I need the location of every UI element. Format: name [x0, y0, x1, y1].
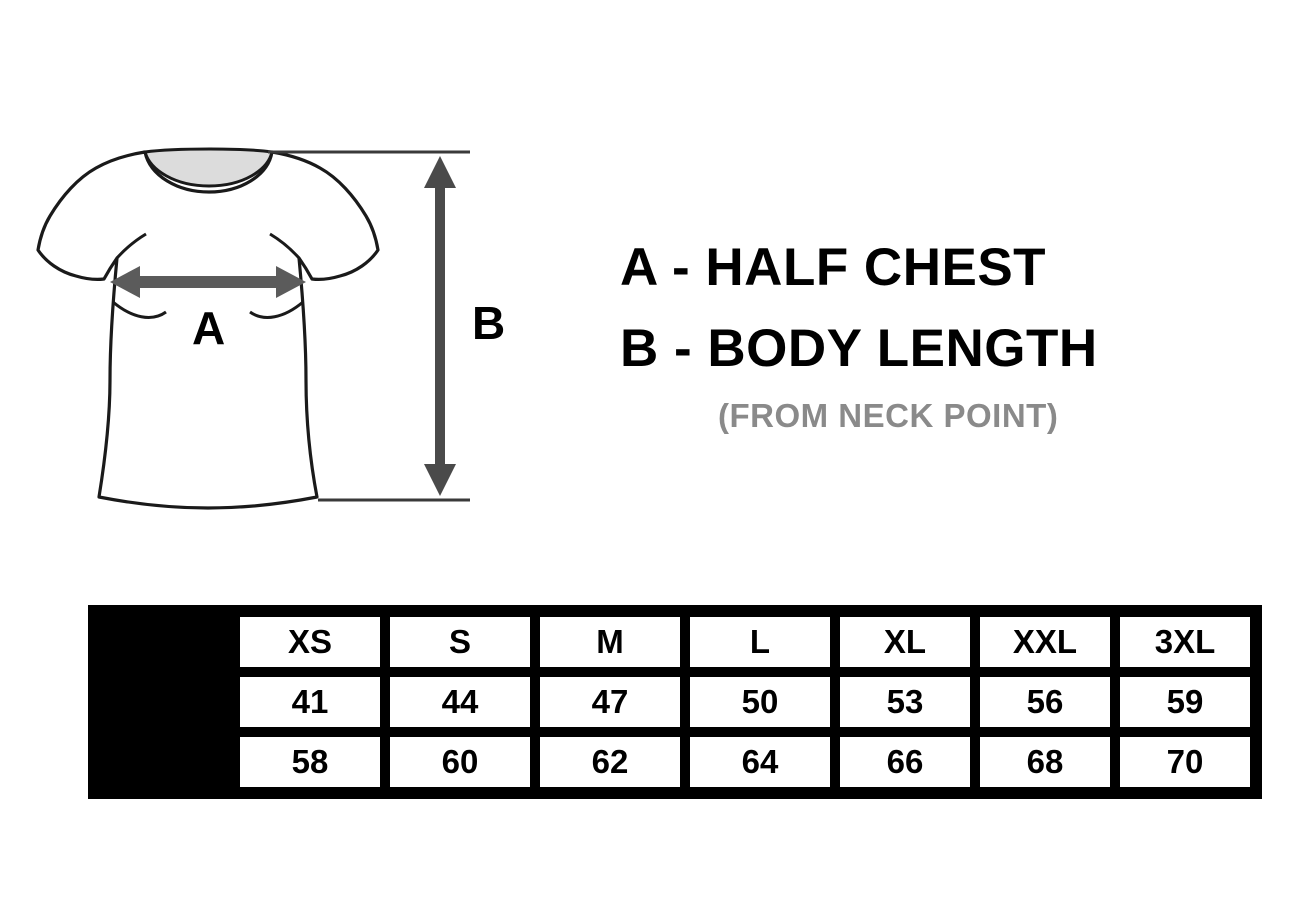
table-row — [95, 732, 1255, 792]
cell-b-xxl: 68 — [975, 732, 1115, 792]
table-row — [95, 672, 1255, 732]
cell-b-l: 64 — [685, 732, 835, 792]
legend — [620, 228, 1260, 435]
cell-b-s: 60 — [385, 732, 535, 792]
column-header-xxl: XXL — [975, 612, 1115, 672]
column-header-xs: XS — [235, 612, 385, 672]
cell-a-m: 47 — [535, 672, 685, 732]
cell-b-xl: 66 — [835, 732, 975, 792]
dimension-arrow-b — [424, 156, 456, 496]
dimension-label-a: A — [192, 302, 226, 354]
tshirt-measurement-diagram — [0, 0, 600, 580]
cell-a-l: 50 — [685, 672, 835, 732]
legend-line-half-chest: A - HALF CHEST — [620, 238, 1047, 297]
cell-a-xl: 53 — [835, 672, 975, 732]
column-header-m: M — [535, 612, 685, 672]
cell-a-xxl: 56 — [975, 672, 1115, 732]
legend-line-body-length: B - BODY LENGTH — [620, 318, 1098, 378]
size-chart-table — [88, 605, 1262, 799]
tshirt-diagram-svg — [0, 0, 600, 580]
cell-a-3xl: 59 — [1115, 672, 1255, 732]
corner-cell — [95, 612, 235, 672]
row-label-b: B — [149, 738, 181, 785]
column-header-xl: XL — [835, 612, 975, 672]
cell-a-xs: 41 — [235, 672, 385, 732]
cell-b-m: 62 — [535, 732, 685, 792]
column-header-l: L — [685, 612, 835, 672]
table-row-header — [95, 612, 1255, 672]
legend-note-from-neck-point: (FROM NECK POINT) — [718, 397, 1059, 435]
column-header-s: S — [385, 612, 535, 672]
cell-a-s: 44 — [385, 672, 535, 732]
cell-b-3xl: 70 — [1115, 732, 1255, 792]
row-label-a: A — [149, 678, 181, 725]
size-chart-table-wrapper — [88, 605, 1262, 799]
cell-b-xs: 58 — [235, 732, 385, 792]
dimension-label-b: B — [472, 297, 506, 349]
column-header-3xl: 3XL — [1115, 612, 1255, 672]
